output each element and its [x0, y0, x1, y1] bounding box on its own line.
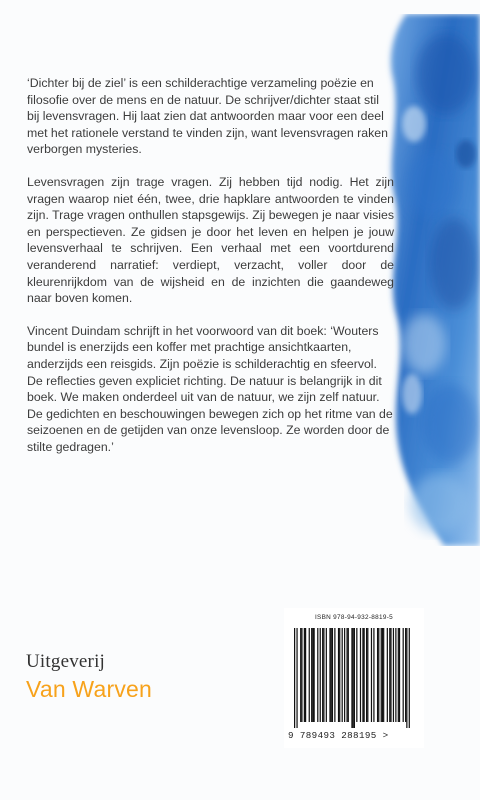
- watercolor-illustration: [384, 14, 480, 546]
- barcode-digits: 9 789493 288195 >: [288, 730, 389, 741]
- blurb-paragraph-1: ‘Dichter bij de ziel’ is een schilderachtige verzameling poëzie en filosofie over de mens en de natuur. De schrijver/dichter staat stil bij levensvragen. Hij laat zien dat antwoorden maar voor een deel met het rationele verstand te vinden zijn, want levensvragen raken verborgen mysteries.: [27, 76, 388, 157]
- publisher-label: Uitgeverij: [26, 651, 106, 672]
- isbn-number: ISBN 978-94-932-8819-5: [314, 614, 393, 621]
- isbn-barcode: [284, 608, 424, 748]
- watercolor-strip: [384, 14, 480, 546]
- barcode-bars: [290, 628, 418, 728]
- blurb-paragraph-3: Vincent Duindam schrijft in het voorwoord van dit boek: ‘Wouters bundel is enerzijds een koffer met prachtige ansichtkaarten, anderzijds een reisgids. Zijn poëzie is schilderachtig en sfeervol. De reflecties geven expliciet richting. De natuur is belangrijk in dit boek. We maken onderdeel uit van de natuur, we zijn zelf natuur. De gedichten en beschouwingen bewegen zich op het ritme van de seizoenen en de getijden van onze levensloop. Ze worden door de stilte gedragen.’: [27, 323, 393, 454]
- blurb-paragraph-2: Levensvragen zijn trage vragen. Zij hebben tijd nodig. Het zijn vragen waarop niet één, twee, drie hapklare antwoorden te vinden zijn. Trage vragen onthullen stapsgewijs. Zij bewegen je naar visies en perspectieven. Ze gidsen je door het leven en helpen je jouw levensverhaal te schrijven. Een verhaal met een voortdurend veranderend narratief: verdiept, verzacht, voller door de kleurenrijkdom van de wijsheid en de inzichten die gaandeweg naar boven komen.: [27, 174, 394, 306]
- publisher-logo-name: Van Warven: [26, 676, 152, 702]
- blurb-text: [27, 75, 394, 471]
